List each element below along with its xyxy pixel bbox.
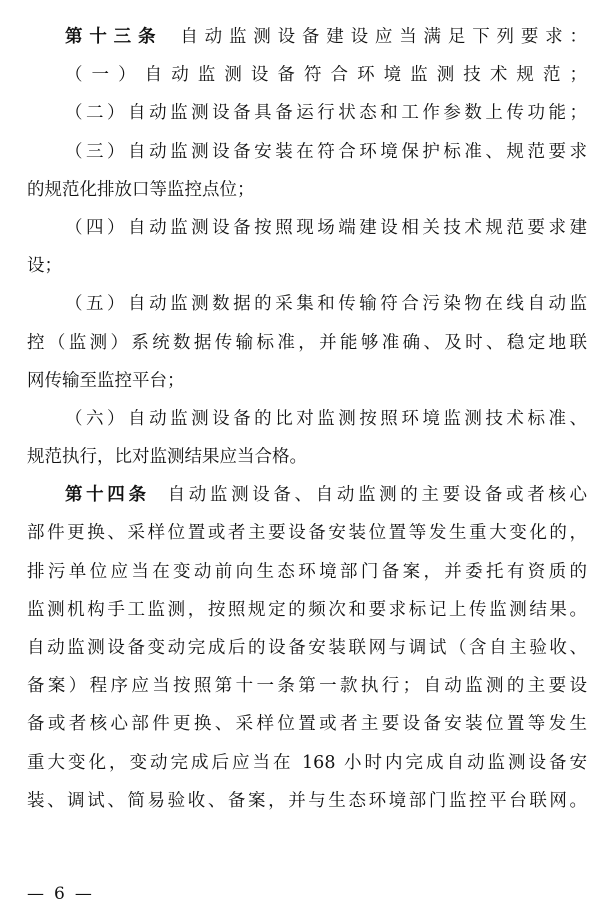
article-14-line-1 bbox=[65, 480, 587, 510]
article-14-number: 第十四条 bbox=[65, 485, 150, 505]
article-13-item-4-line-2: 设； bbox=[27, 256, 62, 276]
article-13-item-5-line-2: 控（监测）系统数据传输标准，并能够准确、及时、稳定地联 bbox=[27, 333, 587, 353]
article-13-intro: 自动监测设备建设应当满足下列要求： bbox=[180, 27, 588, 47]
article-13-item-6-line-1: （六）自动监测设备的比对监测按照环境监测技术标准、 bbox=[65, 409, 587, 429]
page-number-dash-left: — bbox=[27, 884, 44, 904]
article-13-item-3-line-1: （三）自动监测设备安装在符合环境保护标准、规范要求 bbox=[65, 142, 587, 162]
article-14-line-6: 备案）程序应当按照第十一条第一款执行；自动监测的主要设 bbox=[27, 676, 587, 696]
article-13-item-4-line-1: （四）自动监测设备按照现场端建设相关技术规范要求建 bbox=[65, 218, 587, 238]
article-14-line-4: 监测机构手工监测，按照规定的频次和要求标记上传监测结果。 bbox=[27, 600, 587, 620]
article-14-line-7: 备或者核心部件更换、采样位置或者主要设备安装位置等发生 bbox=[27, 714, 587, 734]
article-13-item-2: （二）自动监测设备具备运行状态和工作参数上传功能； bbox=[65, 103, 587, 123]
article-13-item-3-line-2: 的规范化排放口等监控点位； bbox=[27, 180, 255, 200]
article-13-item-6-line-2: 规范执行，比对监测结果应当合格。 bbox=[27, 447, 307, 467]
page-number-dash-right: — bbox=[74, 884, 92, 904]
article-13-item-1: （一）自动监测设备符合环境监测技术规范； bbox=[65, 65, 587, 85]
article-14-line-2: 部件更换、采样位置或者主要设备安装位置等发生重大变化的， bbox=[27, 523, 587, 543]
article-14-line-9: 装、调试、简易验收、备案，并与生态环境部门监控平台联网。 bbox=[27, 791, 587, 811]
page-number-footer bbox=[27, 880, 92, 908]
article-14-line-3: 排污单位应当在变动前向生态环境部门备案，并委托有资质的 bbox=[27, 562, 587, 582]
article-14-line-5: 自动监测设备变动完成后的设备安装联网与调试（含自主验收、 bbox=[27, 638, 587, 658]
article-13-heading-line bbox=[65, 22, 587, 52]
article-13-item-5-line-1: （五）自动监测数据的采集和传输符合污染物在线自动监 bbox=[65, 294, 587, 314]
article-13-number: 第十三条 bbox=[65, 27, 163, 47]
article-13-item-5-line-3: 网传输至监控平台； bbox=[27, 371, 185, 391]
article-14-line-8: 重大变化，变动完成后应当在 168 小时内完成自动监测设备安 bbox=[27, 753, 587, 773]
article-14-text-1: 自动监测设备、自动监测的主要设备或者核心 bbox=[167, 485, 587, 505]
page-number: 6 bbox=[54, 884, 65, 904]
